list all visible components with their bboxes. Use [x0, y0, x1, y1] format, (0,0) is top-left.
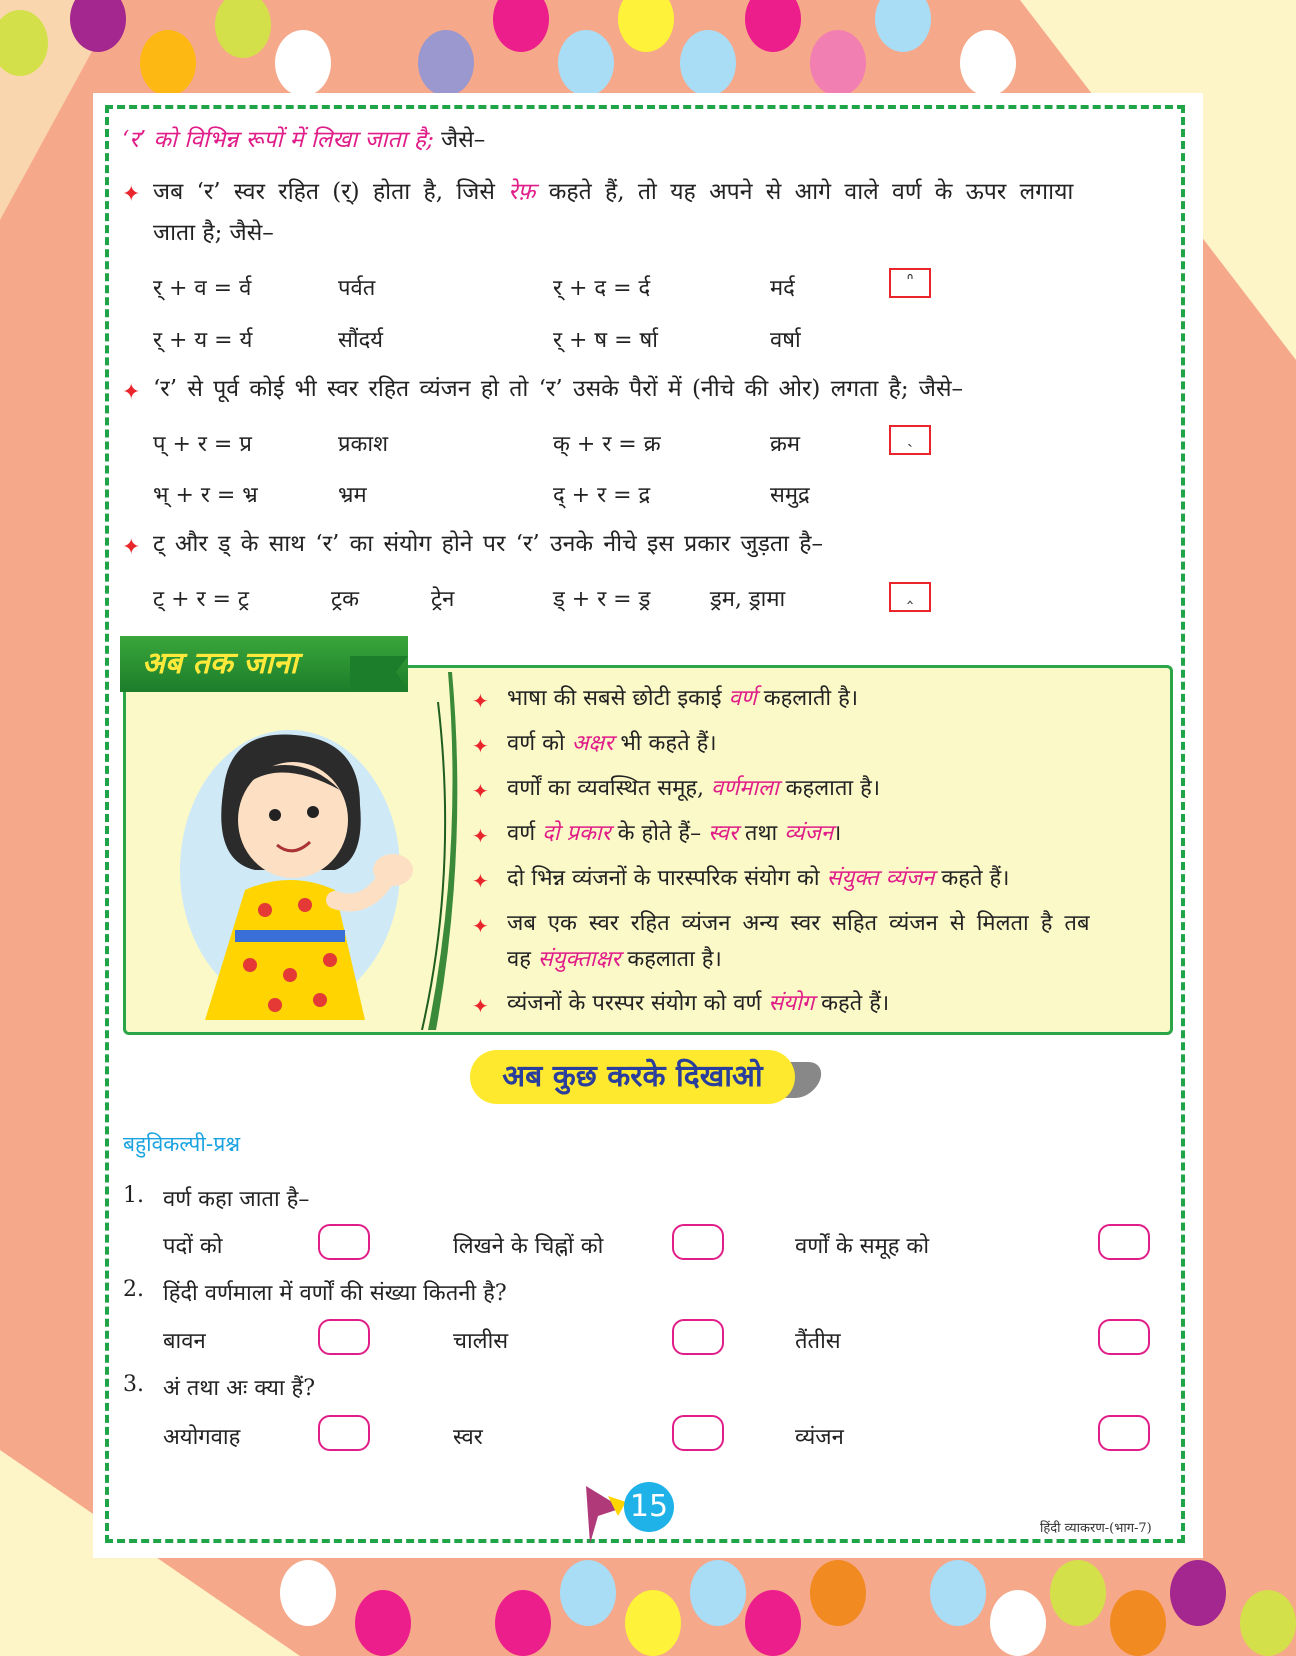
answer-box[interactable]: [1098, 1415, 1150, 1451]
recap-text: वर्ण को: [507, 731, 565, 756]
option-label: तैंतीस: [795, 1329, 841, 1354]
star-icon: ✦: [472, 779, 489, 803]
answer-box[interactable]: [318, 1319, 370, 1355]
recap-term: वर्णमाला: [711, 776, 779, 801]
recap-text: जब एक स्वर रहित व्यंजन अन्य स्वर सहित व्यंजन से मिलता है तब: [507, 911, 1090, 936]
recap-text: वर्णों का व्यवस्थित समूह,: [507, 776, 705, 801]
answer-box[interactable]: [1098, 1224, 1150, 1260]
recap-text: भी कहते हैं।: [620, 731, 717, 756]
recap-item: [507, 681, 858, 716]
recap-text: व्यंजनों के परस्पर संयोग को वर्ण: [507, 991, 762, 1016]
mcq-heading: बहुविकल्पी-प्रश्न: [123, 1132, 241, 1156]
star-icon: ✦: [472, 914, 489, 938]
example-formula: ड् + र = ड्र: [553, 587, 651, 612]
example-word: ड्रम, ड्रामा: [710, 587, 786, 612]
recap-term: स्वर: [708, 821, 738, 846]
page-number-ribbon: [578, 1486, 628, 1546]
example-formula: र् + द = र्द: [553, 276, 651, 301]
intro-suffix: जैसे–: [441, 127, 486, 153]
recap-term: व्यंजन: [784, 821, 834, 846]
page-number: 15: [624, 1482, 674, 1532]
star-icon: ✦: [122, 182, 141, 207]
question-text: अं तथा अः क्या हैं?: [163, 1376, 316, 1401]
ra-caret-symbol-box: ‸: [889, 582, 931, 612]
recap-banner: अब तक जाना: [120, 636, 408, 692]
option-label: चालीस: [453, 1329, 509, 1354]
example-word: ट्रक: [331, 587, 359, 612]
recap-text: दो भिन्न व्यंजनों के पारस्परिक संयोग को: [507, 866, 820, 891]
recap-text: कहलाता है।: [627, 947, 722, 972]
rule1-line2: जाता है; जैसे–: [153, 220, 274, 246]
option-label: लिखने के चिह्नों को: [453, 1234, 604, 1259]
recap-term: संयुक्ताक्षर: [537, 947, 621, 972]
example-formula: र् + व = र्व: [153, 276, 252, 301]
star-icon: ✦: [472, 734, 489, 758]
option-label: बावन: [163, 1329, 206, 1354]
recap-term: संयोग: [768, 991, 815, 1016]
example-word: समुद्र: [770, 483, 810, 508]
rule1-line1: [153, 178, 1073, 208]
example-word: पर्वत: [338, 276, 376, 301]
example-word: क्रम: [770, 432, 801, 457]
answer-box[interactable]: [672, 1415, 724, 1451]
recap-text: कहते हैं।: [821, 991, 890, 1016]
activity-title: अब कुछ करके दिखाओ: [470, 1050, 795, 1104]
rule1-text-a: जब ‘र’ स्वर रहित (र्) होता है, जिसे: [153, 179, 495, 205]
star-icon: ✦: [472, 869, 489, 893]
star-icon: ✦: [472, 824, 489, 848]
recap-item: [507, 986, 889, 1021]
example-word: भ्रम: [338, 483, 367, 508]
example-formula: भ् + र = भ्र: [153, 483, 258, 508]
example-formula: क् + र = क्र: [553, 432, 661, 457]
star-icon: ✦: [122, 535, 141, 560]
question-number: 2.: [123, 1277, 144, 1302]
option-label: वर्णों के समूह को: [795, 1234, 930, 1259]
example-word: ट्रेन: [431, 587, 455, 612]
example-formula: र् + य = र्य: [153, 328, 253, 353]
recap-item: [507, 771, 880, 806]
question-text: हिंदी वर्णमाला में वर्णों की संख्या कितनी है?: [163, 1281, 507, 1306]
question-text: वर्ण कहा जाता है–: [163, 1187, 310, 1212]
star-icon: ✦: [472, 689, 489, 713]
recap-text: कहलाता है।: [785, 776, 881, 801]
recap-text: वह: [507, 947, 531, 972]
example-formula: द् + र = द्र: [553, 483, 651, 508]
rule2-line1: ‘र’ से पूर्व कोई भी स्वर रहित व्यंजन हो तो ‘र’ उसके पैरों में (नीचे की ओर) लगता है; जैसे–: [153, 376, 964, 402]
option-label: व्यंजन: [795, 1425, 844, 1450]
recap-item: [507, 906, 1090, 941]
example-word: मर्द: [770, 276, 795, 301]
intro-line: [122, 126, 485, 156]
rule1-term: रेफ़: [508, 179, 536, 205]
grass-blade-divider: [418, 672, 468, 1030]
question-number: 3.: [123, 1372, 144, 1397]
girl-illustration: [165, 720, 435, 1025]
footer-book-title: हिंदी व्याकरण-(भाग-7): [1040, 1521, 1152, 1536]
answer-box[interactable]: [672, 1224, 724, 1260]
example-formula: र् + ष = र्षा: [553, 328, 658, 353]
question-number: 1.: [123, 1183, 144, 1208]
recap-text: वर्ण: [507, 821, 536, 846]
answer-box[interactable]: [318, 1415, 370, 1451]
recap-text: ।: [833, 821, 842, 846]
recap-term: संयुक्त व्यंजन: [826, 866, 935, 891]
banner-ribbon-tail: [350, 650, 410, 696]
recap-term: वर्ण: [728, 686, 757, 711]
star-icon: ✦: [472, 994, 489, 1018]
recap-term: अक्षर: [571, 731, 614, 756]
recap-text: कहते हैं।: [941, 866, 1010, 891]
recap-item-cont: [507, 942, 722, 977]
example-formula: प् + र = प्र: [153, 432, 252, 457]
recap-text: के होते हैं–: [617, 821, 702, 846]
example-word: प्रकाश: [338, 432, 389, 457]
option-label: अयोगवाह: [163, 1425, 241, 1450]
intro-text: ‘र’ को विभिन्न रूपों में लिखा जाता है;: [122, 127, 434, 153]
answer-box[interactable]: [318, 1224, 370, 1260]
example-word: वर्षा: [770, 328, 801, 353]
recap-text: भाषा की सबसे छोटी इकाई: [507, 686, 722, 711]
option-label: पदों को: [163, 1234, 223, 1259]
ra-foot-symbol-box: ˏ: [889, 425, 931, 455]
recap-text: कहलाती है।: [763, 686, 859, 711]
recap-text: तथा: [744, 821, 778, 846]
example-formula: ट् + र = ट्र: [153, 587, 250, 612]
answer-box[interactable]: [672, 1319, 724, 1355]
recap-item: [507, 726, 717, 761]
recap-item: [507, 861, 1010, 896]
reph-symbol-box: ᐢ: [889, 268, 931, 298]
example-word: सौंदर्य: [338, 328, 384, 353]
answer-box[interactable]: [1098, 1319, 1150, 1355]
rule1-text-b: कहते हैं, तो यह अपने से आगे वाले वर्ण के ऊपर लगाया: [548, 179, 1074, 205]
star-icon: ✦: [122, 380, 141, 405]
rule3-line1: ट् और ड् के साथ ‘र’ का संयोग होने पर ‘र’ उनके नीचे इस प्रकार जुड़ता है–: [153, 531, 824, 557]
recap-term: दो प्रकार: [542, 821, 611, 846]
recap-item: [507, 816, 841, 851]
option-label: स्वर: [453, 1425, 483, 1450]
